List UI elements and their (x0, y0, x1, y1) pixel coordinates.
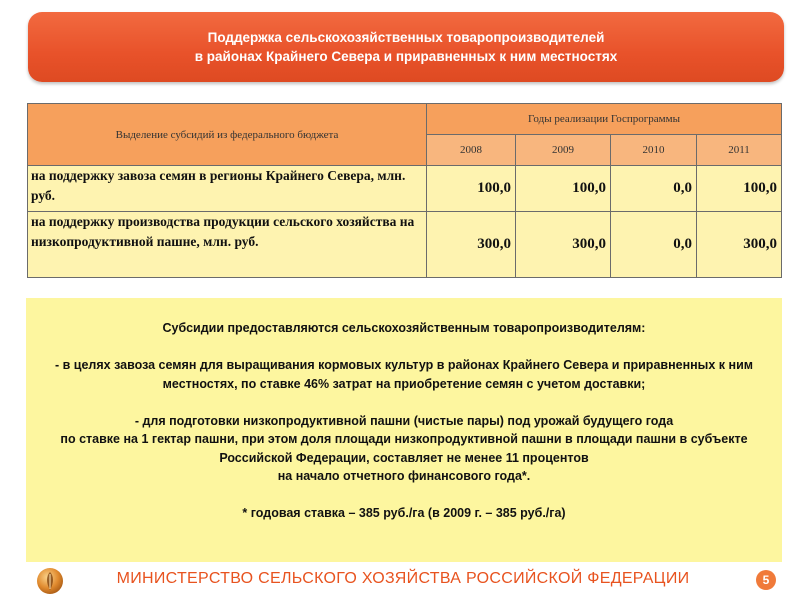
ministry-footer: МИНИСТЕРСТВО СЕЛЬСКОГО ХОЗЯЙСТВА РОССИЙСКОЙ ФЕДЕРАЦИИ (116, 570, 690, 587)
info-item-arable-line-2: по ставке на 1 гектар пашни, при этом доля площади низкопродуктивной пашни в площади пашни в субъекте Российской Федерации, составляет не менее 11 процентов (60, 432, 748, 465)
table-corner-header: Выделение субсидий из федерального бюджета (28, 104, 427, 166)
info-intro: Субсидии предоставляются сельскохозяйственным товаропроизводителям: (162, 321, 646, 335)
page-number-badge: 5 (756, 570, 776, 590)
year-header: 2009 (516, 135, 611, 166)
subsidy-table (27, 103, 782, 278)
ministry-emblem-icon (36, 567, 64, 595)
title-line-1: Поддержка сельскохозяйственных товаропроизводителей (207, 30, 605, 45)
info-box (26, 298, 782, 562)
info-item-arable-line-1: - для подготовки низкопродуктивной пашни (чистые пары) под урожай будущего года (134, 413, 674, 428)
row-label: на поддержку завоза семян в регионы Крайнего Севера, млн. руб. (28, 166, 427, 212)
table-cell: 100,0 (427, 166, 516, 212)
info-footnote: * годовая ставка – 385 руб./га (в 2009 г. – 385 руб./га) (242, 506, 566, 520)
table-cell: 100,0 (516, 166, 611, 212)
table-row (28, 166, 782, 212)
info-item-seeds: - в целях завоза семян для выращивания кормовых культур в районах Крайнего Севера и приравненных к ним местностях, по ставке 46% затрат на приобретение семян с учетом доставки; (54, 358, 753, 391)
table-cell: 100,0 (697, 166, 782, 212)
table-cell: 300,0 (516, 212, 611, 278)
table-cell: 0,0 (611, 166, 697, 212)
table-cell: 300,0 (427, 212, 516, 278)
years-header: Годы реализации Госпрограммы (427, 104, 782, 135)
table-cell: 300,0 (697, 212, 782, 278)
year-header: 2010 (611, 135, 697, 166)
info-item-arable-line-3: на начало отчетного финансового года*. (277, 469, 531, 483)
year-header: 2008 (427, 135, 516, 166)
title-banner (28, 12, 784, 82)
table-row (28, 212, 782, 278)
table-cell: 0,0 (611, 212, 697, 278)
title-line-2: в районах Крайнего Севера и приравненных к ним местностях (194, 49, 618, 64)
row-label: на поддержку производства продукции сельского хозяйства на низкопродуктивной пашне, млн. руб. (28, 212, 427, 278)
year-header: 2011 (697, 135, 782, 166)
